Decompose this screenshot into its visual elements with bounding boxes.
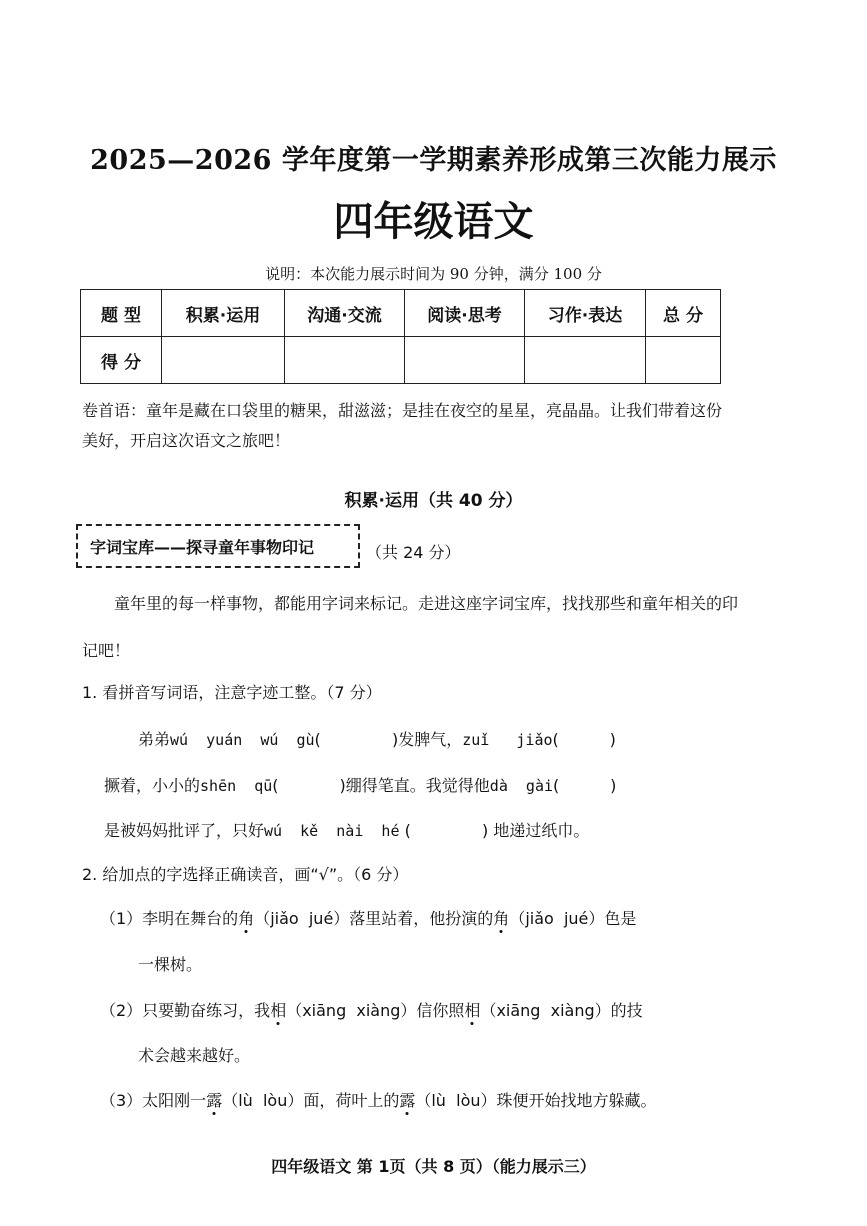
score-header-cell: 阅读·思考: [405, 290, 525, 337]
question-2-title: 2. 给加点的字选择正确读音，画“√”。（6 分）: [82, 865, 409, 884]
pronunciation-options[interactable]: （xiāng xiàng）信你照: [286, 1001, 465, 1020]
dotted-char: 相: [464, 1001, 481, 1020]
dotted-char: 露: [399, 1091, 416, 1110]
pinyin: wú yuán wú gù: [170, 731, 315, 749]
question-1-line-1: [138, 727, 616, 750]
pinyin: zuǐ jiǎo: [462, 731, 553, 749]
score-header-cell: 题 型: [81, 290, 162, 337]
subsection-points: （共 24 分）: [366, 543, 461, 562]
score-cell[interactable]: [405, 337, 525, 384]
q2-text: （2）只要勤奋练习，我: [100, 1001, 271, 1020]
dotted-char: 角: [493, 909, 510, 928]
score-cell[interactable]: [285, 337, 405, 384]
pinyin: dà gài: [489, 777, 554, 795]
question-2-item-3: [100, 1088, 657, 1111]
answer-blank[interactable]: ( ): [552, 730, 616, 749]
score-cell[interactable]: [162, 337, 285, 384]
page-footer: 四年级语文 第 1页（共 8 页）（能力展示三）: [271, 1157, 596, 1176]
subsection-title: 字词宝库——探寻童年事物印记: [90, 537, 315, 557]
q2-text: （1）李明在舞台的: [100, 909, 239, 928]
score-header-cell: 总 分: [646, 290, 721, 337]
pronunciation-options[interactable]: （jiǎo jué）色是: [509, 909, 637, 928]
dotted-char: 露: [206, 1091, 223, 1110]
exam-instructions: 说明：本次能力展示时间为 90 分钟，满分 100 分: [265, 265, 602, 283]
answer-blank[interactable]: ( ): [553, 776, 617, 795]
q1-text: 撅着，小小的: [104, 776, 201, 795]
question-1-line-2: [104, 773, 616, 796]
score-header-cell: 积累·运用: [162, 290, 285, 337]
pronunciation-options[interactable]: （xiāng xiàng）的技: [480, 1001, 643, 1020]
question-2-item-1-cont: 一棵树。: [138, 955, 203, 974]
score-table-header-row: [81, 290, 721, 337]
question-2-item-2-cont: 术会越来越好。: [138, 1046, 251, 1065]
question-2-item-1: [100, 906, 636, 929]
q1-text: 是被妈妈批评了，只好: [104, 821, 265, 840]
subject-title: 四年级语文: [333, 199, 534, 245]
answer-blank[interactable]: ( )发脾气，: [314, 730, 463, 749]
question-1-line-3: [104, 818, 589, 841]
answer-blank[interactable]: ( ) 地递过纸巾。: [399, 821, 590, 840]
q1-text: 弟弟: [138, 730, 171, 749]
score-table: [80, 289, 721, 384]
question-1-title: 1. 看拼音写词语，注意字迹工整。（7 分）: [82, 683, 382, 702]
pronunciation-options[interactable]: （jiǎo jué）落里站着，他扮演的: [254, 909, 494, 928]
score-header-cell: 沟通·交流: [285, 290, 405, 337]
pronunciation-options[interactable]: （lù lòu）面，荷叶上的: [222, 1091, 400, 1110]
pronunciation-options[interactable]: （lù lòu）珠便开始找地方躲藏。: [415, 1091, 657, 1110]
section-intro: 童年里的每一样事物，都能用字词来标记。走进这座字词宝库，找找那些和童年相关的印记吧！: [82, 594, 739, 660]
score-table-score-row: [81, 337, 721, 384]
section-title: 积累·运用（共 40 分）: [344, 491, 523, 511]
dotted-char: 相: [270, 1001, 287, 1020]
question-2-item-2: [100, 998, 643, 1021]
score-row-label: 得 分: [81, 337, 162, 384]
q2-text: （3）太阳刚一: [100, 1091, 207, 1110]
dotted-char: 角: [238, 909, 255, 928]
score-header-cell: 习作·表达: [525, 290, 646, 337]
pinyin: shēn qū: [200, 777, 273, 795]
score-cell[interactable]: [646, 337, 721, 384]
subsection-title-box: [76, 524, 360, 568]
exam-title: 2025—2026 学年度第一学期素养形成第三次能力展示: [90, 145, 777, 176]
foreword: 卷首语：童年是藏在口袋里的糖果，甜滋滋；是挂在夜空的星星，亮晶晶。让我们带着这份美好，开启这次语文之旅吧！: [82, 401, 723, 450]
score-cell[interactable]: [525, 337, 646, 384]
pinyin: wú kě nài hé: [264, 822, 400, 840]
answer-blank[interactable]: ( )绷得笔直。我觉得他: [272, 776, 490, 795]
